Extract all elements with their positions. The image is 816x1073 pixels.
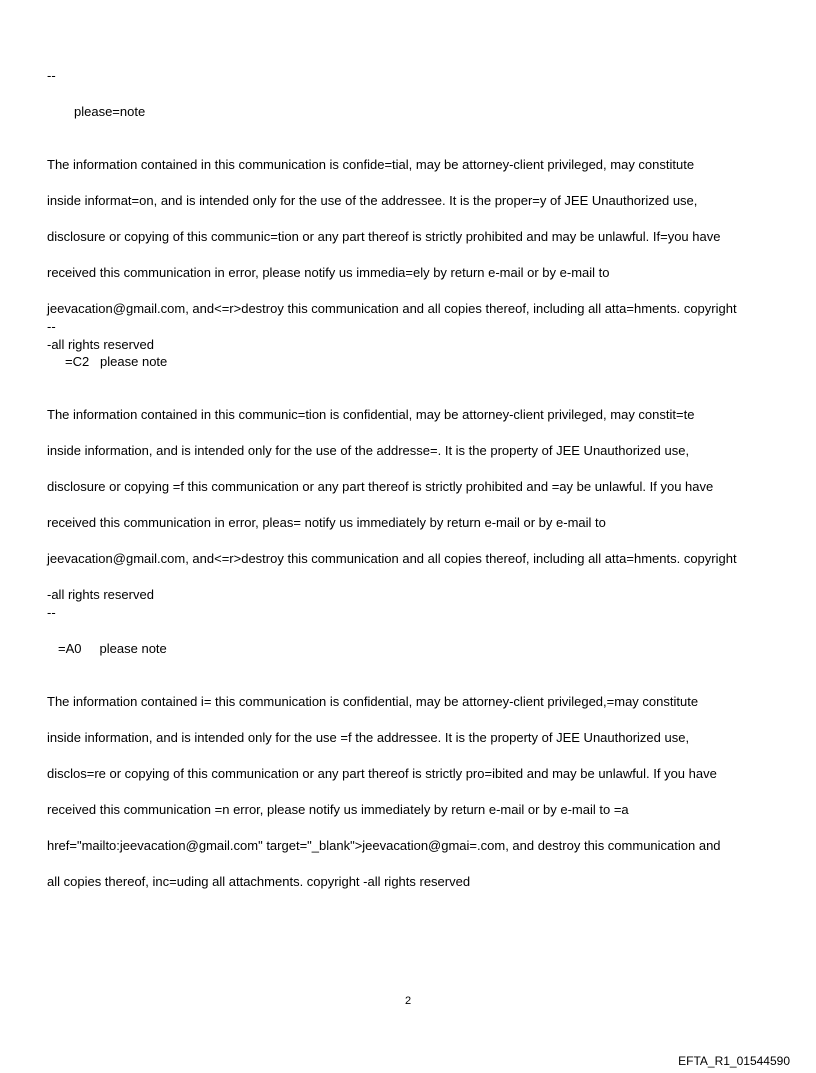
paragraph-line: -all rights reserved [47,337,154,352]
note-heading-3: =A0 please note [58,641,167,656]
paragraph-line: disclosure or copying =f this communication or any part thereof is strictly prohibited and =ay be unlawful. If you have [47,479,714,494]
paragraph-line: jeevacation@gmail.com, and<=r>destroy this communication and all copies thereof, including all atta=hments. copyright [47,551,737,566]
separator-3: -- [47,605,56,620]
paragraph-line: all copies thereof, inc=uding all attachments. copyright -all rights reserved [47,874,471,889]
separator-1: -- [47,68,56,83]
paragraph-line: inside information, and is intended only for the use =f the addressee. It is the property of JEE Unauthorized use, [47,730,690,745]
paragraph-line: disclos=re or copying of this communication or any part thereof is strictly pro=ibited and may be unlawful. If you have [47,766,717,781]
paragraph-line: received this communication in error, pleas= notify us immediately by return e-mail or by e-mail to [47,515,606,530]
paragraph-line: The information contained in this communication is confide=tial, may be attorney-client privileged, may constitute [47,157,695,172]
paragraph-line: inside information, and is intended only for the use of the addresse=. It is the property of JEE Unauthorized use, [47,443,690,458]
paragraph-line: inside informat=on, and is intended only for the use of the addressee. It is the proper=y of JEE Unauthorized use, [47,193,698,208]
disclaimer-paragraph-1 [47,138,775,372]
paragraph-line: The information contained in this communic=tion is confidential, may be attorney-client privileged, may constit=te [47,407,695,422]
disclaimer-paragraph-3 [47,675,775,909]
document-id: EFTA_R1_01544590 [678,1054,790,1068]
disclaimer-paragraph-2 [47,388,775,622]
paragraph-line: received this communication in error, please notify us immedia=ely by return e-mail or by e-mail to [47,265,610,280]
paragraph-line: The information contained i= this communication is confidential, may be attorney-client privileged,=may constitute [47,694,699,709]
page-number: 2 [404,995,412,1007]
paragraph-line: -all rights reserved [47,587,154,602]
note-heading-2: =C2 please note [65,354,168,369]
paragraph-line: disclosure or copying of this communic=tion or any part thereof is strictly prohibited and may be unlawful. If=you have [47,229,721,244]
paragraph-line: received this communication =n error, please notify us immediately by return e-mail or by e-mail to =a [47,802,629,817]
separator-2: -- [47,319,56,334]
paragraph-line: jeevacation@gmail.com, and<=r>destroy this communication and all copies thereof, including all atta=hments. copyright [47,301,737,316]
note-heading-1: please=note [74,104,146,119]
paragraph-line: href="mailto:jeevacation@gmail.com" target="_blank">jeevacation@gmai=.com, and destroy this communication and [47,838,721,853]
